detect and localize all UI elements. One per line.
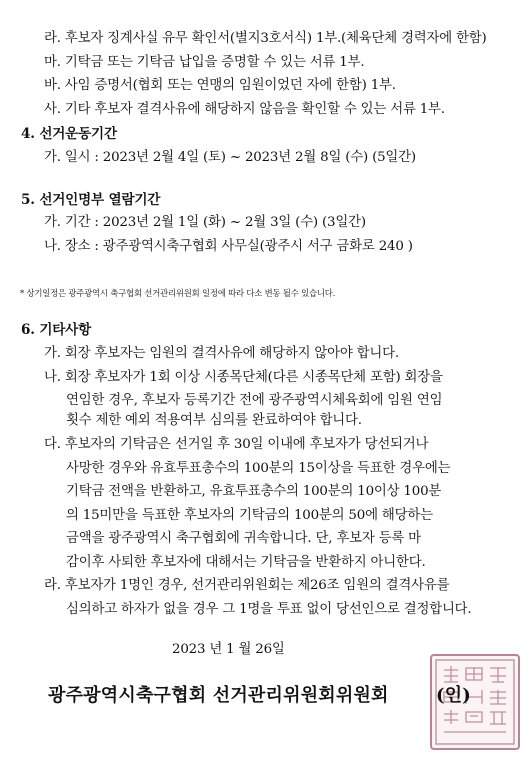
- section-6-line: 나. 회장 후보자가 1회 이상 시종목단체(다른 시종목단체 포함) 회장을: [44, 370, 443, 385]
- schedule-note: * 상기일정은 광주광역시 축구협회 선거관리위원회 일정에 따라 다소 변동 될수 있습니다.: [20, 288, 336, 298]
- item-ra: 라. 후보자 징계사실 유무 확인서(별지3호서식) 1부.(체육단체 경력자에 한함): [44, 31, 487, 46]
- section-6-line: 다. 후보자의 기탁금은 선거일 후 30일 이내에 후보자가 당선되거나: [44, 437, 429, 452]
- section-4-period: 가. 일시 : 2023년 2월 4일 (토) ~ 2023년 2월 8일 (수) (5일간): [44, 150, 416, 165]
- section-6-line: 금액을 광주광역시 축구협회에 귀속합니다. 단, 후보자 등록 마: [66, 531, 421, 546]
- section-6-line: 의 15미만을 득표한 후보자의 기탁금의 100분의 50에 해당하는: [66, 508, 433, 523]
- section-6-line: 라. 후보자가 1명인 경우, 선거관리위원회는 제26조 임원의 결격사유를: [44, 578, 450, 593]
- item-ba: 바. 사임 증명서(협회 또는 연맹의 임원이었던 자에 한함) 1부.: [44, 78, 396, 93]
- section-6-line: 감이후 사퇴한 후보자에 대해서는 기탁금을 반환하지 아니한다.: [66, 555, 426, 570]
- section-6-line: 횟수 제한 예외 적용여부 심의를 완료하여야 합니다.: [66, 413, 362, 428]
- seal-mark-label: (인): [436, 685, 472, 706]
- section-5-period: 가. 기간 : 2023년 2월 1일 (화) ~ 2월 3일 (수) (3일간): [44, 215, 366, 230]
- item-sa: 사. 기타 후보자 결격사유에 해당하지 않음을 확인할 수 있는 서류 1부.: [44, 102, 445, 117]
- document-date: 2023 년 1 월 26일: [172, 642, 285, 657]
- section-5-heading: 5. 선거인명부 열람기간: [21, 192, 161, 208]
- section-5-location: 나. 장소 : 광주광역시축구협회 사무실(광주시 서구 금화로 240 ): [44, 239, 413, 254]
- section-6-heading: 6. 기타사항: [21, 322, 92, 338]
- section-6-line: 기탁금 전액을 반환하고, 유효투표총수의 100분의 10이상 100분: [66, 484, 442, 499]
- organization-name: 광주광역시축구협회 선거관리위원회위원회: [48, 685, 389, 706]
- section-6-line: 가. 회장 후보자는 임원의 결격사유에 해당하지 않아야 합니다.: [44, 346, 399, 361]
- section-6-line: 연임한 경우, 후보자 등록기간 전에 광주광역시체육회에 임원 연임: [66, 393, 443, 408]
- section-4-heading: 4. 선거운동기간: [21, 126, 117, 142]
- section-6-line: 심의하고 하자가 없을 경우 그 1명을 투표 없이 당선인으로 결정합니다.: [66, 602, 472, 617]
- item-ma: 마. 기탁금 또는 기탁금 납입을 증명할 수 있는 서류 1부.: [44, 55, 365, 70]
- section-6-line: 사망한 경우와 유효투표총수의 100분의 15이상을 득표한 경우에는: [66, 461, 451, 476]
